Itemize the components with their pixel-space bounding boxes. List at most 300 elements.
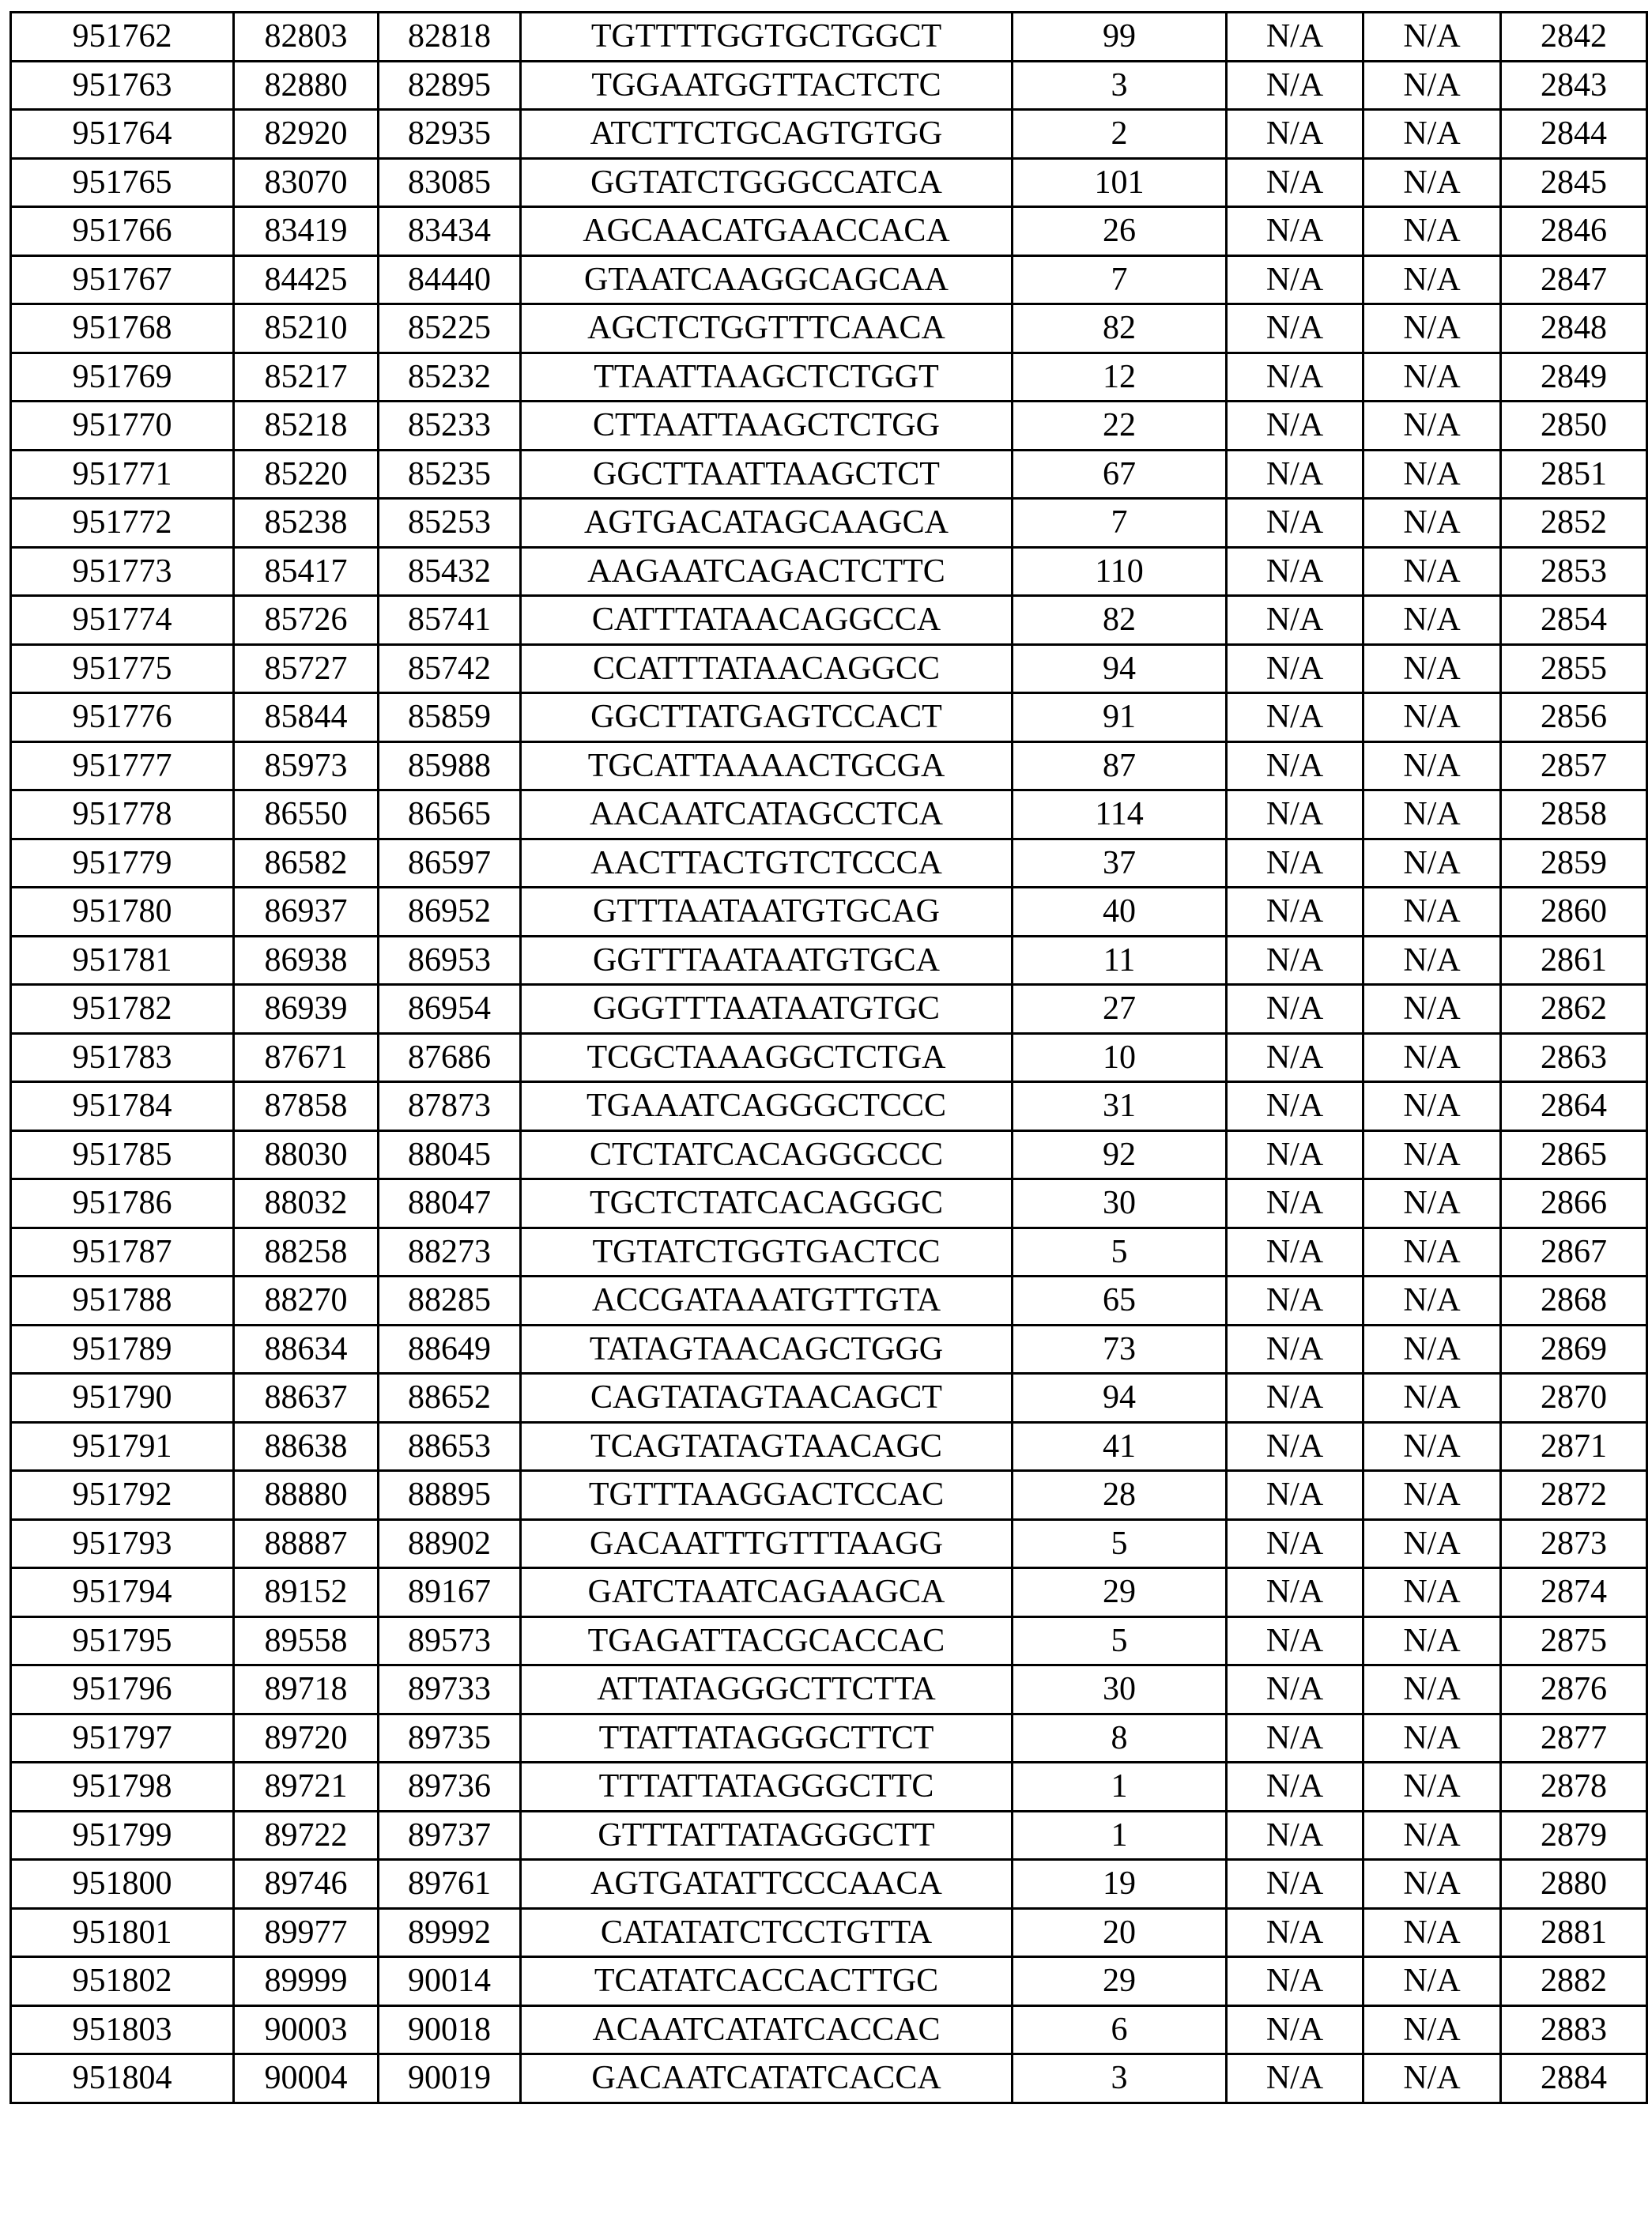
na-cell-2: N/A <box>1363 936 1501 985</box>
na-cell-1: N/A <box>1227 1228 1363 1277</box>
stop-site-cell: 88285 <box>379 1277 521 1326</box>
na-cell-1: N/A <box>1227 2054 1363 2103</box>
inhibition-value-cell: 10 <box>1013 1033 1227 1082</box>
inhibition-value-cell: 2 <box>1013 110 1227 159</box>
start-site-cell: 85417 <box>234 547 379 596</box>
inhibition-value-cell: 94 <box>1013 1374 1227 1423</box>
na-cell-1: N/A <box>1227 1179 1363 1228</box>
table-row <box>11 499 1647 548</box>
compound-id-cell: 951781 <box>11 936 234 985</box>
start-site-cell: 82920 <box>234 110 379 159</box>
stop-site-cell: 87686 <box>379 1033 521 1082</box>
start-site-cell: 82880 <box>234 61 379 110</box>
stop-site-cell: 90019 <box>379 2054 521 2103</box>
seq-id-cell: 2843 <box>1501 61 1647 110</box>
na-cell-2: N/A <box>1363 110 1501 159</box>
na-cell-2: N/A <box>1363 1568 1501 1617</box>
table-row <box>11 985 1647 1034</box>
compound-id-cell: 951801 <box>11 1908 234 1957</box>
inhibition-value-cell: 7 <box>1013 499 1227 548</box>
table-row <box>11 1374 1647 1423</box>
start-site-cell: 86939 <box>234 985 379 1034</box>
sequence-cell: AGCAACATGAACCACA <box>521 207 1013 256</box>
start-site-cell: 83419 <box>234 207 379 256</box>
na-cell-1: N/A <box>1227 207 1363 256</box>
na-cell-2: N/A <box>1363 304 1501 353</box>
stop-site-cell: 88902 <box>379 1519 521 1568</box>
sequence-cell: TATAGTAACAGCTGGG <box>521 1325 1013 1374</box>
sequence-cell: ATTATAGGGCTTCTTA <box>521 1665 1013 1714</box>
stop-site-cell: 86565 <box>379 790 521 839</box>
table-row <box>11 450 1647 499</box>
stop-site-cell: 88895 <box>379 1471 521 1520</box>
sequence-cell: CCATTTATAACAGGCC <box>521 644 1013 693</box>
na-cell-2: N/A <box>1363 1616 1501 1665</box>
start-site-cell: 89721 <box>234 1763 379 1812</box>
inhibition-value-cell: 99 <box>1013 13 1227 62</box>
inhibition-value-cell: 94 <box>1013 644 1227 693</box>
seq-id-cell: 2847 <box>1501 255 1647 304</box>
inhibition-value-cell: 31 <box>1013 1082 1227 1131</box>
oligonucleotide-table <box>9 11 1648 2104</box>
inhibition-value-cell: 29 <box>1013 1957 1227 2006</box>
compound-id-cell: 951780 <box>11 888 234 937</box>
start-site-cell: 88030 <box>234 1130 379 1179</box>
na-cell-2: N/A <box>1363 1471 1501 1520</box>
table-row <box>11 402 1647 451</box>
na-cell-1: N/A <box>1227 402 1363 451</box>
compound-id-cell: 951778 <box>11 790 234 839</box>
na-cell-1: N/A <box>1227 1374 1363 1423</box>
stop-site-cell: 89761 <box>379 1860 521 1909</box>
na-cell-2: N/A <box>1363 1277 1501 1326</box>
compound-id-cell: 951784 <box>11 1082 234 1131</box>
na-cell-2: N/A <box>1363 1665 1501 1714</box>
sequence-cell: CTTAATTAAGCTCTGG <box>521 402 1013 451</box>
sequence-cell: GATCTAATCAGAAGCA <box>521 1568 1013 1617</box>
sequence-cell: GGCTTAATTAAGCTCT <box>521 450 1013 499</box>
na-cell-1: N/A <box>1227 158 1363 207</box>
table-row <box>11 1616 1647 1665</box>
sequence-cell: AACTTACTGTCTCCCA <box>521 839 1013 888</box>
na-cell-2: N/A <box>1363 693 1501 742</box>
sequence-cell: GGTATCTGGGCCATCA <box>521 158 1013 207</box>
table-row <box>11 1568 1647 1617</box>
sequence-cell: TTATTATAGGGCTTCT <box>521 1714 1013 1763</box>
na-cell-2: N/A <box>1363 1228 1501 1277</box>
start-site-cell: 88887 <box>234 1519 379 1568</box>
start-site-cell: 85217 <box>234 353 379 402</box>
start-site-cell: 85210 <box>234 304 379 353</box>
seq-id-cell: 2853 <box>1501 547 1647 596</box>
inhibition-value-cell: 114 <box>1013 790 1227 839</box>
table-row <box>11 741 1647 790</box>
stop-site-cell: 88653 <box>379 1422 521 1471</box>
compound-id-cell: 951785 <box>11 1130 234 1179</box>
inhibition-value-cell: 6 <box>1013 2005 1227 2054</box>
stop-site-cell: 86952 <box>379 888 521 937</box>
compound-id-cell: 951782 <box>11 985 234 1034</box>
seq-id-cell: 2864 <box>1501 1082 1647 1131</box>
stop-site-cell: 90014 <box>379 1957 521 2006</box>
seq-id-cell: 2849 <box>1501 353 1647 402</box>
stop-site-cell: 82895 <box>379 61 521 110</box>
start-site-cell: 88258 <box>234 1228 379 1277</box>
sequence-cell: AAGAATCAGACTCTTC <box>521 547 1013 596</box>
compound-id-cell: 951790 <box>11 1374 234 1423</box>
seq-id-cell: 2855 <box>1501 644 1647 693</box>
start-site-cell: 89152 <box>234 1568 379 1617</box>
seq-id-cell: 2873 <box>1501 1519 1647 1568</box>
seq-id-cell: 2880 <box>1501 1860 1647 1909</box>
table-row <box>11 596 1647 645</box>
compound-id-cell: 951797 <box>11 1714 234 1763</box>
seq-id-cell: 2857 <box>1501 741 1647 790</box>
na-cell-1: N/A <box>1227 1568 1363 1617</box>
start-site-cell: 86550 <box>234 790 379 839</box>
compound-id-cell: 951798 <box>11 1763 234 1812</box>
stop-site-cell: 85859 <box>379 693 521 742</box>
table-row <box>11 1471 1647 1520</box>
start-site-cell: 88638 <box>234 1422 379 1471</box>
sequence-cell: TTTATTATAGGGCTTC <box>521 1763 1013 1812</box>
inhibition-value-cell: 28 <box>1013 1471 1227 1520</box>
compound-id-cell: 951789 <box>11 1325 234 1374</box>
na-cell-2: N/A <box>1363 1957 1501 2006</box>
inhibition-value-cell: 5 <box>1013 1616 1227 1665</box>
seq-id-cell: 2865 <box>1501 1130 1647 1179</box>
inhibition-value-cell: 82 <box>1013 596 1227 645</box>
sequence-cell: TGAAATCAGGGCTCCC <box>521 1082 1013 1131</box>
start-site-cell: 86938 <box>234 936 379 985</box>
sequence-cell: GACAATTTGTTTAAGG <box>521 1519 1013 1568</box>
na-cell-2: N/A <box>1363 61 1501 110</box>
stop-site-cell: 83434 <box>379 207 521 256</box>
inhibition-value-cell: 8 <box>1013 1714 1227 1763</box>
na-cell-1: N/A <box>1227 693 1363 742</box>
seq-id-cell: 2848 <box>1501 304 1647 353</box>
inhibition-value-cell: 65 <box>1013 1277 1227 1326</box>
inhibition-value-cell: 1 <box>1013 1763 1227 1812</box>
stop-site-cell: 87873 <box>379 1082 521 1131</box>
inhibition-value-cell: 26 <box>1013 207 1227 256</box>
inhibition-value-cell: 27 <box>1013 985 1227 1034</box>
sequence-cell: AACAATCATAGCCTCA <box>521 790 1013 839</box>
table-row <box>11 1763 1647 1812</box>
compound-id-cell: 951765 <box>11 158 234 207</box>
stop-site-cell: 89733 <box>379 1665 521 1714</box>
sequence-cell: AGTGACATAGCAAGCA <box>521 499 1013 548</box>
start-site-cell: 89977 <box>234 1908 379 1957</box>
seq-id-cell: 2856 <box>1501 693 1647 742</box>
seq-id-cell: 2861 <box>1501 936 1647 985</box>
stop-site-cell: 89737 <box>379 1811 521 1860</box>
compound-id-cell: 951776 <box>11 693 234 742</box>
na-cell-1: N/A <box>1227 888 1363 937</box>
seq-id-cell: 2859 <box>1501 839 1647 888</box>
seq-id-cell: 2854 <box>1501 596 1647 645</box>
inhibition-value-cell: 3 <box>1013 61 1227 110</box>
stop-site-cell: 89736 <box>379 1763 521 1812</box>
compound-id-cell: 951772 <box>11 499 234 548</box>
inhibition-value-cell: 11 <box>1013 936 1227 985</box>
na-cell-1: N/A <box>1227 1860 1363 1909</box>
na-cell-1: N/A <box>1227 596 1363 645</box>
table-row <box>11 1957 1647 2006</box>
table-row <box>11 547 1647 596</box>
compound-id-cell: 951770 <box>11 402 234 451</box>
seq-id-cell: 2872 <box>1501 1471 1647 1520</box>
compound-id-cell: 951775 <box>11 644 234 693</box>
compound-id-cell: 951777 <box>11 741 234 790</box>
seq-id-cell: 2882 <box>1501 1957 1647 2006</box>
na-cell-1: N/A <box>1227 110 1363 159</box>
compound-id-cell: 951792 <box>11 1471 234 1520</box>
sequence-cell: GGGTTTAATAATGTGC <box>521 985 1013 1034</box>
table-row <box>11 1130 1647 1179</box>
start-site-cell: 87858 <box>234 1082 379 1131</box>
seq-id-cell: 2869 <box>1501 1325 1647 1374</box>
sequence-cell: AGCTCTGGTTTCAACA <box>521 304 1013 353</box>
sequence-cell: GGTTTAATAATGTGCA <box>521 936 1013 985</box>
stop-site-cell: 85233 <box>379 402 521 451</box>
compound-id-cell: 951763 <box>11 61 234 110</box>
stop-site-cell: 85988 <box>379 741 521 790</box>
table-row <box>11 110 1647 159</box>
na-cell-1: N/A <box>1227 450 1363 499</box>
sequence-cell: ACAATCATATCACCAC <box>521 2005 1013 2054</box>
stop-site-cell: 90018 <box>379 2005 521 2054</box>
inhibition-value-cell: 5 <box>1013 1519 1227 1568</box>
stop-site-cell: 89735 <box>379 1714 521 1763</box>
stop-site-cell: 82935 <box>379 110 521 159</box>
seq-id-cell: 2871 <box>1501 1422 1647 1471</box>
seq-id-cell: 2852 <box>1501 499 1647 548</box>
compound-id-cell: 951793 <box>11 1519 234 1568</box>
compound-id-cell: 951771 <box>11 450 234 499</box>
na-cell-1: N/A <box>1227 499 1363 548</box>
na-cell-2: N/A <box>1363 1374 1501 1423</box>
na-cell-2: N/A <box>1363 1179 1501 1228</box>
na-cell-1: N/A <box>1227 547 1363 596</box>
na-cell-2: N/A <box>1363 596 1501 645</box>
na-cell-2: N/A <box>1363 1763 1501 1812</box>
start-site-cell: 85973 <box>234 741 379 790</box>
na-cell-1: N/A <box>1227 1277 1363 1326</box>
na-cell-1: N/A <box>1227 2005 1363 2054</box>
na-cell-1: N/A <box>1227 1325 1363 1374</box>
compound-id-cell: 951795 <box>11 1616 234 1665</box>
na-cell-2: N/A <box>1363 2054 1501 2103</box>
sequence-cell: CATTTATAACAGGCCA <box>521 596 1013 645</box>
compound-id-cell: 951802 <box>11 1957 234 2006</box>
table-row <box>11 644 1647 693</box>
compound-id-cell: 951783 <box>11 1033 234 1082</box>
table-row <box>11 2054 1647 2103</box>
na-cell-2: N/A <box>1363 158 1501 207</box>
table-row <box>11 1179 1647 1228</box>
compound-id-cell: 951803 <box>11 2005 234 2054</box>
na-cell-2: N/A <box>1363 450 1501 499</box>
na-cell-2: N/A <box>1363 1082 1501 1131</box>
table-row <box>11 1082 1647 1131</box>
sequence-cell: TGTATCTGGTGACTCC <box>521 1228 1013 1277</box>
sequence-cell: ACCGATAAATGTTGTA <box>521 1277 1013 1326</box>
na-cell-2: N/A <box>1363 1422 1501 1471</box>
na-cell-1: N/A <box>1227 1082 1363 1131</box>
table-row <box>11 1714 1647 1763</box>
stop-site-cell: 86953 <box>379 936 521 985</box>
na-cell-2: N/A <box>1363 790 1501 839</box>
compound-id-cell: 951794 <box>11 1568 234 1617</box>
na-cell-1: N/A <box>1227 1714 1363 1763</box>
table-row <box>11 158 1647 207</box>
table-row <box>11 839 1647 888</box>
start-site-cell: 87671 <box>234 1033 379 1082</box>
stop-site-cell: 88047 <box>379 1179 521 1228</box>
na-cell-2: N/A <box>1363 1811 1501 1860</box>
table-row <box>11 255 1647 304</box>
na-cell-1: N/A <box>1227 1908 1363 1957</box>
na-cell-1: N/A <box>1227 13 1363 62</box>
compound-id-cell: 951767 <box>11 255 234 304</box>
sequence-cell: GGCTTATGAGTCCACT <box>521 693 1013 742</box>
na-cell-2: N/A <box>1363 547 1501 596</box>
table-row <box>11 1277 1647 1326</box>
start-site-cell: 88880 <box>234 1471 379 1520</box>
inhibition-value-cell: 73 <box>1013 1325 1227 1374</box>
start-site-cell: 88634 <box>234 1325 379 1374</box>
seq-id-cell: 2858 <box>1501 790 1647 839</box>
start-site-cell: 90004 <box>234 2054 379 2103</box>
compound-id-cell: 951764 <box>11 110 234 159</box>
na-cell-1: N/A <box>1227 1033 1363 1082</box>
stop-site-cell: 88045 <box>379 1130 521 1179</box>
na-cell-2: N/A <box>1363 255 1501 304</box>
seq-id-cell: 2870 <box>1501 1374 1647 1423</box>
inhibition-value-cell: 22 <box>1013 402 1227 451</box>
inhibition-value-cell: 87 <box>1013 741 1227 790</box>
compound-id-cell: 951799 <box>11 1811 234 1860</box>
na-cell-1: N/A <box>1227 1665 1363 1714</box>
compound-id-cell: 951791 <box>11 1422 234 1471</box>
stop-site-cell: 89573 <box>379 1616 521 1665</box>
table-row <box>11 1811 1647 1860</box>
na-cell-2: N/A <box>1363 2005 1501 2054</box>
table-row <box>11 888 1647 937</box>
sequence-cell: TGCTCTATCACAGGGC <box>521 1179 1013 1228</box>
compound-id-cell: 951787 <box>11 1228 234 1277</box>
stop-site-cell: 86954 <box>379 985 521 1034</box>
seq-id-cell: 2878 <box>1501 1763 1647 1812</box>
sequence-cell: CTCTATCACAGGGCCC <box>521 1130 1013 1179</box>
sequence-cell: ATCTTCTGCAGTGTGG <box>521 110 1013 159</box>
stop-site-cell: 85253 <box>379 499 521 548</box>
inhibition-value-cell: 5 <box>1013 1228 1227 1277</box>
table-row <box>11 1325 1647 1374</box>
na-cell-1: N/A <box>1227 985 1363 1034</box>
compound-id-cell: 951796 <box>11 1665 234 1714</box>
compound-id-cell: 951774 <box>11 596 234 645</box>
table-row <box>11 61 1647 110</box>
sequence-cell: AGTGATATTCCCAACA <box>521 1860 1013 1909</box>
na-cell-2: N/A <box>1363 839 1501 888</box>
start-site-cell: 89999 <box>234 1957 379 2006</box>
stop-site-cell: 88649 <box>379 1325 521 1374</box>
seq-id-cell: 2863 <box>1501 1033 1647 1082</box>
sequence-cell: TGCATTAAAACTGCGA <box>521 741 1013 790</box>
na-cell-2: N/A <box>1363 644 1501 693</box>
na-cell-2: N/A <box>1363 1519 1501 1568</box>
compound-id-cell: 951788 <box>11 1277 234 1326</box>
stop-site-cell: 85232 <box>379 353 521 402</box>
inhibition-value-cell: 3 <box>1013 2054 1227 2103</box>
start-site-cell: 85238 <box>234 499 379 548</box>
compound-id-cell: 951800 <box>11 1860 234 1909</box>
table-row <box>11 13 1647 62</box>
na-cell-1: N/A <box>1227 255 1363 304</box>
stop-site-cell: 89167 <box>379 1568 521 1617</box>
na-cell-2: N/A <box>1363 741 1501 790</box>
inhibition-value-cell: 19 <box>1013 1860 1227 1909</box>
seq-id-cell: 2867 <box>1501 1228 1647 1277</box>
seq-id-cell: 2874 <box>1501 1568 1647 1617</box>
start-site-cell: 89746 <box>234 1860 379 1909</box>
seq-id-cell: 2884 <box>1501 2054 1647 2103</box>
na-cell-1: N/A <box>1227 644 1363 693</box>
stop-site-cell: 86597 <box>379 839 521 888</box>
start-site-cell: 85220 <box>234 450 379 499</box>
table-row <box>11 304 1647 353</box>
sequence-cell: CATATATCTCCTGTTA <box>521 1908 1013 1957</box>
table-body <box>11 13 1647 2103</box>
seq-id-cell: 2844 <box>1501 110 1647 159</box>
start-site-cell: 85726 <box>234 596 379 645</box>
sequence-cell: TGGAATGGTTACTCTC <box>521 61 1013 110</box>
seq-id-cell: 2883 <box>1501 2005 1647 2054</box>
inhibition-value-cell: 30 <box>1013 1179 1227 1228</box>
start-site-cell: 85844 <box>234 693 379 742</box>
table-row <box>11 207 1647 256</box>
na-cell-2: N/A <box>1363 1130 1501 1179</box>
na-cell-1: N/A <box>1227 1422 1363 1471</box>
seq-id-cell: 2877 <box>1501 1714 1647 1763</box>
stop-site-cell: 82818 <box>379 13 521 62</box>
start-site-cell: 83070 <box>234 158 379 207</box>
table-row <box>11 2005 1647 2054</box>
sequence-cell: GTTTAATAATGTGCAG <box>521 888 1013 937</box>
sequence-cell: GTTTATTATAGGGCTT <box>521 1811 1013 1860</box>
na-cell-2: N/A <box>1363 13 1501 62</box>
stop-site-cell: 83085 <box>379 158 521 207</box>
start-site-cell: 89558 <box>234 1616 379 1665</box>
inhibition-value-cell: 7 <box>1013 255 1227 304</box>
na-cell-2: N/A <box>1363 402 1501 451</box>
na-cell-2: N/A <box>1363 1908 1501 1957</box>
table-row <box>11 936 1647 985</box>
compound-id-cell: 951762 <box>11 13 234 62</box>
start-site-cell: 89720 <box>234 1714 379 1763</box>
compound-id-cell: 951786 <box>11 1179 234 1228</box>
table-row <box>11 353 1647 402</box>
seq-id-cell: 2866 <box>1501 1179 1647 1228</box>
inhibition-value-cell: 91 <box>1013 693 1227 742</box>
seq-id-cell: 2846 <box>1501 207 1647 256</box>
inhibition-value-cell: 101 <box>1013 158 1227 207</box>
start-site-cell: 85727 <box>234 644 379 693</box>
na-cell-1: N/A <box>1227 353 1363 402</box>
na-cell-1: N/A <box>1227 790 1363 839</box>
